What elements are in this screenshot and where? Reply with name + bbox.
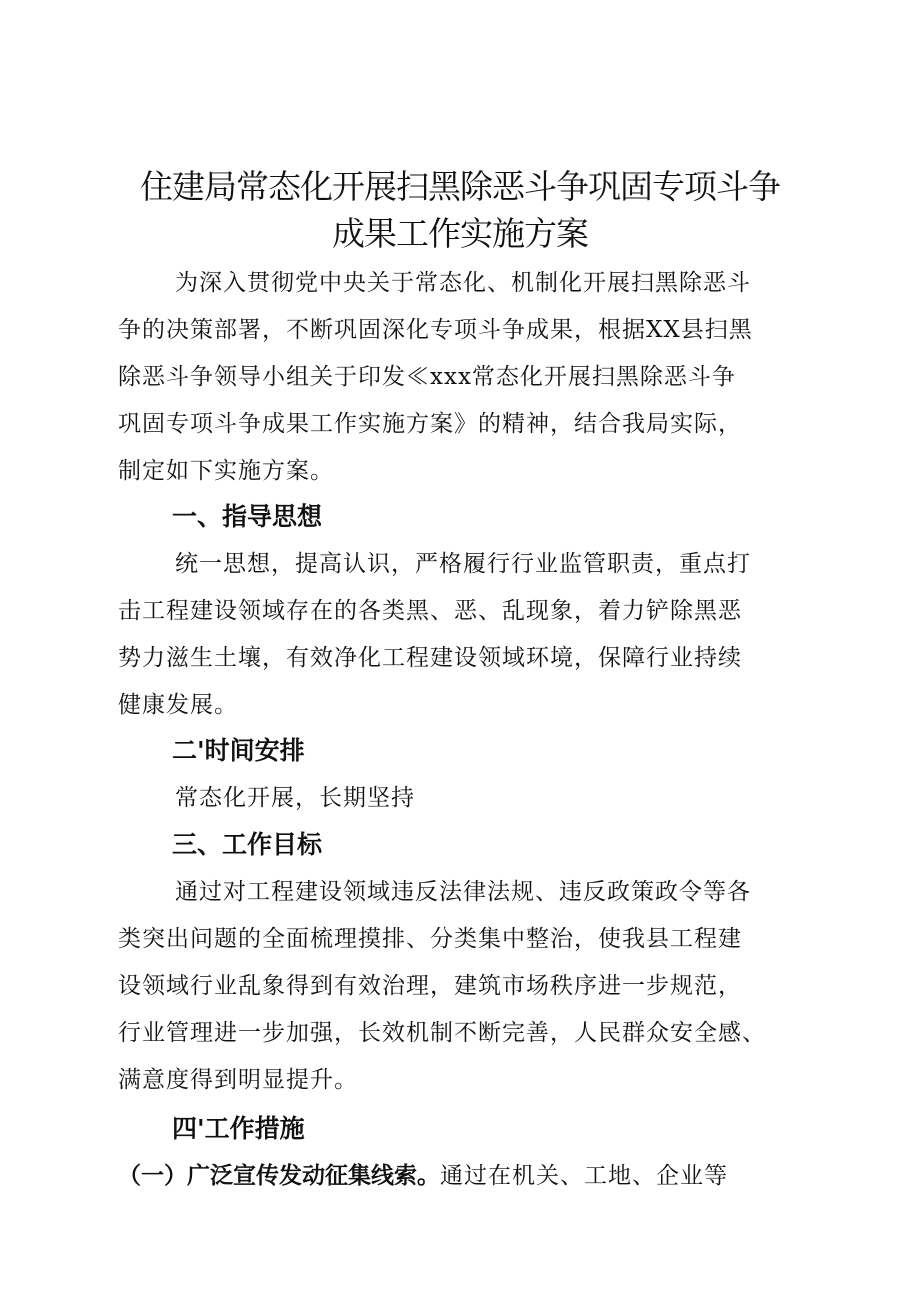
section3-line-2: 类突出问题的全面梳理摸排、分类集中整治，使我县工程建 [118, 926, 742, 952]
section4-item-1 [118, 1160, 728, 1192]
section2-line-1: 常态化开展，长期坚持 [175, 785, 415, 811]
intro-line-5: 制定如下实施方案。 [118, 458, 334, 484]
section3-line-5: 满意度得到明显提升。 [118, 1067, 358, 1093]
section1-line-1: 统一思想，提高认识，严格履行行业监管职责，重点打 [175, 551, 751, 577]
section3-line-4: 行业管理进一步加强，长效机制不断完善，人民群众安全感、 [118, 1020, 766, 1046]
intro-line-2: 争的决策部署，不断巩固深化专项斗争成果，根据XX县扫黑 [118, 317, 753, 343]
document-title-line-1: 住建局常态化开展扫黑除恶斗争巩固专项斗争 [140, 167, 780, 206]
intro-line-1: 为深入贯彻党中央关于常态化、机制化开展扫黑除恶斗 [175, 270, 751, 296]
section4-item-1-text: 通过在机关、工地、企业等 [440, 1163, 728, 1189]
section-heading-guiding-thought: 一、指导思想 [172, 502, 323, 531]
section-heading-measures: 四'工作措施 [172, 1114, 305, 1143]
section-heading-schedule: 二'时间安排 [172, 736, 305, 765]
document-title-line-2: 成果工作实施方案 [332, 214, 588, 253]
section-heading-goals: 三、工作目标 [172, 830, 323, 859]
section4-item-1-title: （一）广泛宣传发动征集线索。 [118, 1163, 440, 1189]
section3-line-3: 设领域行业乱象得到有效治理，建筑市场秩序进一步规范， [118, 973, 742, 999]
section1-line-3: 势力滋生土壤，有效净化工程建设领域环境，保障行业持续 [118, 645, 742, 671]
section1-line-2: 击工程建设领域存在的各类黑、恶、乱现象，着力铲除黑恶 [118, 598, 742, 624]
intro-line-4: 巩固专项斗争成果工作实施方案》的精神，结合我局实际， [118, 411, 742, 437]
section3-line-1: 通过对工程建设领域违反法律法规、违反政策政令等各 [175, 879, 751, 905]
intro-line-3: 除恶斗争领导小组关于印发≪xxx常态化开展扫黑除恶斗争 [118, 364, 736, 390]
section1-line-4: 健康发展。 [118, 692, 238, 718]
